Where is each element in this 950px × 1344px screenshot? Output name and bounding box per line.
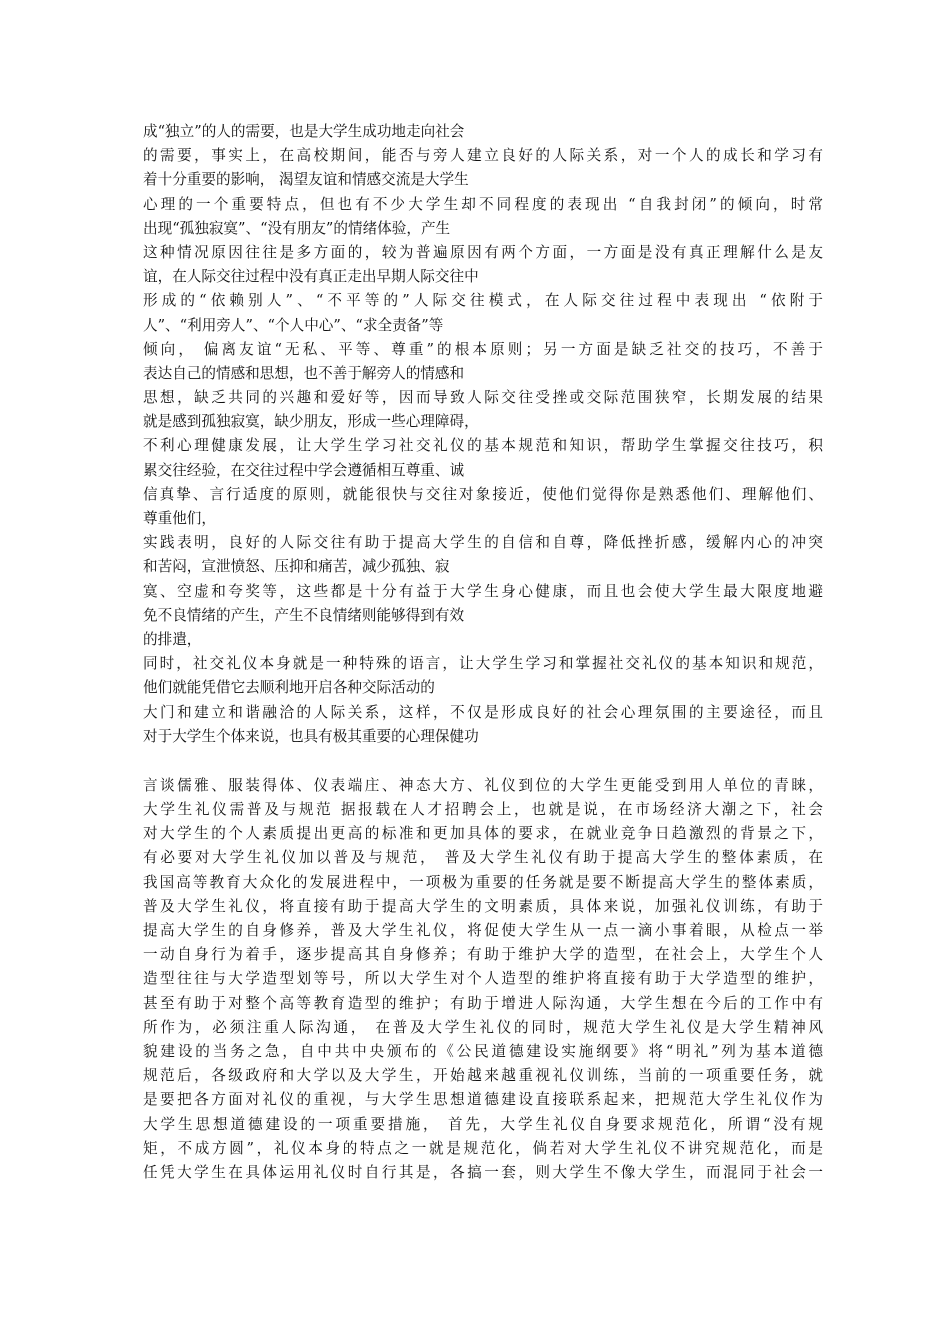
text-line: 尊重他们， — [143, 510, 216, 527]
paragraph-etiquette — [143, 774, 823, 1185]
text-line: 规范后，各级政府和大学以及大学生，开始越来越重视礼仪训练，当前的一项重要任务，就 — [143, 1067, 823, 1085]
text-line: 和苦闷，宣泄愤怒、压抑和痛苦，减少孤独、寂 — [143, 558, 450, 576]
text-line: 思想，缺乏共同的兴趣和爱好等，因而导致人际交往受挫或交际范围狭窄，长期发展的结果 — [143, 389, 823, 407]
text-line: 提高大学生的自身修养，普及大学生礼仪，将促使大学生从一点一滴小事着眼，从检点一举 — [143, 922, 823, 939]
text-line: 是要把各方面对礼仪的重视，与大学生思想道德建设直接联系起来，把规范大学生礼仪作为 — [143, 1091, 823, 1109]
text-line: 累交往经验，在交往过程中学会遵循相互尊重、诚 — [143, 461, 465, 479]
text-line: 对大学生的个人素质提出更高的标准和更加具体的要求，在就业竞争日趋激烈的背景之下， — [143, 825, 823, 843]
text-line: 甚至有助于对整个高等教育造型的维护；有助于增进人际沟通，大学生想在今后的工作中有 — [143, 994, 823, 1012]
text-line: 大学生礼仪需普及与规范 据报载在人才招聘会上，也就是说，在市场经济大潮之下，社会 — [143, 801, 823, 819]
text-line: 貌建设的当务之急，自中共中央颁布的《公民道德建设实施纲要》将“明礼”列为基本道德 — [143, 1042, 823, 1060]
text-line: 大门和建立和谐融洽的人际关系，这样，不仅是形成良好的社会心理氛围的主要途径，而且 — [143, 703, 823, 721]
text-line: 这种情况原因往往是多方面的，较为普遍原因有两个方面，一方面是没有真正理解什么是友 — [143, 243, 823, 261]
text-line: 倾向， 偏离友谊“无私、平等、尊重”的根本原则；另一方面是缺乏社交的技巧，不善于 — [143, 340, 823, 358]
text-line: 人”、“利用旁人”、“个人中心”、“求全责备”等 — [143, 316, 444, 334]
text-line: 一动自身行为着手，逐步提高其自身修养；有助于维护大学的造型，在社会上，大学生个人 — [143, 946, 823, 964]
text-line: 信真挚、言行适度的原则，就能很快与交往对象接近，使他们觉得你是熟悉他们、理解他们、 — [143, 485, 823, 503]
text-line: 不利心理健康发展，让大学生学习社交礼仪的基本规范和知识，帮助学生掌握交往技巧，积 — [143, 437, 823, 455]
text-line: 他们就能凭借它去顺利地开启各种交际活动的 — [143, 679, 435, 697]
text-line: 表达自己的情感和思想，也不善于解旁人的情感和 — [143, 364, 465, 382]
text-line: 就是感到孤独寂寞，缺少朋友，形成一些心理障碍， — [143, 413, 479, 431]
document-page — [143, 120, 823, 1185]
text-line: 的需要，事实上，在高校期间，能否与旁人建立良好的人际关系，对一个人的成长和学习有 — [143, 147, 823, 165]
text-line: 我国高等教育大众化的发展进程中，一项极为重要的任务就是要不断提高大学生的整体素质， — [143, 873, 823, 891]
text-line: 着十分重要的影响， 渴望友谊和情感交流是大学生 — [143, 171, 469, 189]
text-line: 谊，在人际交往过程中没有真正走出早期人际交往中 — [143, 268, 479, 286]
text-line: 的排遣， — [143, 630, 202, 648]
text-line: 造型往往与大学造型划等号，所以大学生对个人造型的维护将直接有助于大学造型的维护， — [143, 970, 823, 988]
text-line: 矩，不成方圆”，礼仪本身的特点之一就是规范化，倘若对大学生礼仪不讲究规范化，而是 — [143, 1139, 823, 1157]
text-line: 同时，社交礼仪本身就是一种特殊的语言，让大学生学习和掌握社交礼仪的基本知识和规范， — [143, 655, 823, 673]
text-line: 大学生思想道德建设的一项重要措施， 首先，大学生礼仪自身要求规范化，所谓“没有规 — [143, 1115, 823, 1133]
text-line: 对于大学生个体来说，也具有极其重要的心理保健功 — [143, 727, 479, 745]
text-line: 心理的一个重要特点，但也有不少大学生却不同程度的表现出 “自我封闭”的倾向，时常 — [143, 195, 823, 213]
text-line: 普及大学生礼仪，将直接有助于提高大学生的文明素质，具体来说，加强礼仪训练，有助于 — [143, 897, 823, 915]
text-line: 言谈儒雅、服装得体、仪表端庄、神态大方、礼仪到位的大学生更能受到用人单位的青睐， — [143, 776, 823, 794]
text-line: 所作为，必须注重人际沟通， 在普及大学生礼仪的同时，规范大学生礼仪是大学生精神风 — [143, 1018, 823, 1036]
paragraph-interpersonal — [143, 120, 823, 749]
paragraph-gap — [143, 749, 823, 774]
text-line: 成“独立”的人的需要，也是大学生成功地走向社会 — [143, 123, 465, 140]
text-line: 实践表明，良好的人际交往有助于提高大学生的自信和自尊，降低挫折感，缓解内心的冲突 — [143, 534, 823, 552]
text-line: 出现“孤独寂寞”、“没有朋友”的情绪体验，产生 — [143, 219, 451, 237]
text-line: 有必要对大学生礼仪加以普及与规范， 普及大学生礼仪有助于提高大学生的整体素质，在 — [143, 849, 823, 867]
text-line: 寞、空虚和夸奖等，这些都是十分有益于大学生身心健康，而且也会使大学生最大限度地避 — [143, 582, 823, 600]
text-line: 任凭大学生在具体运用礼仪时自行其是，各搞一套，则大学生不像大学生，而混同于社会一 — [143, 1163, 823, 1181]
text-line: 免不良情绪的产生，产生不良情绪则能够得到有效 — [143, 606, 465, 624]
text-line: 形成的“依赖别人”、“不平等的”人际交往模式，在人际交往过程中表现出 “依附于 — [143, 292, 823, 310]
